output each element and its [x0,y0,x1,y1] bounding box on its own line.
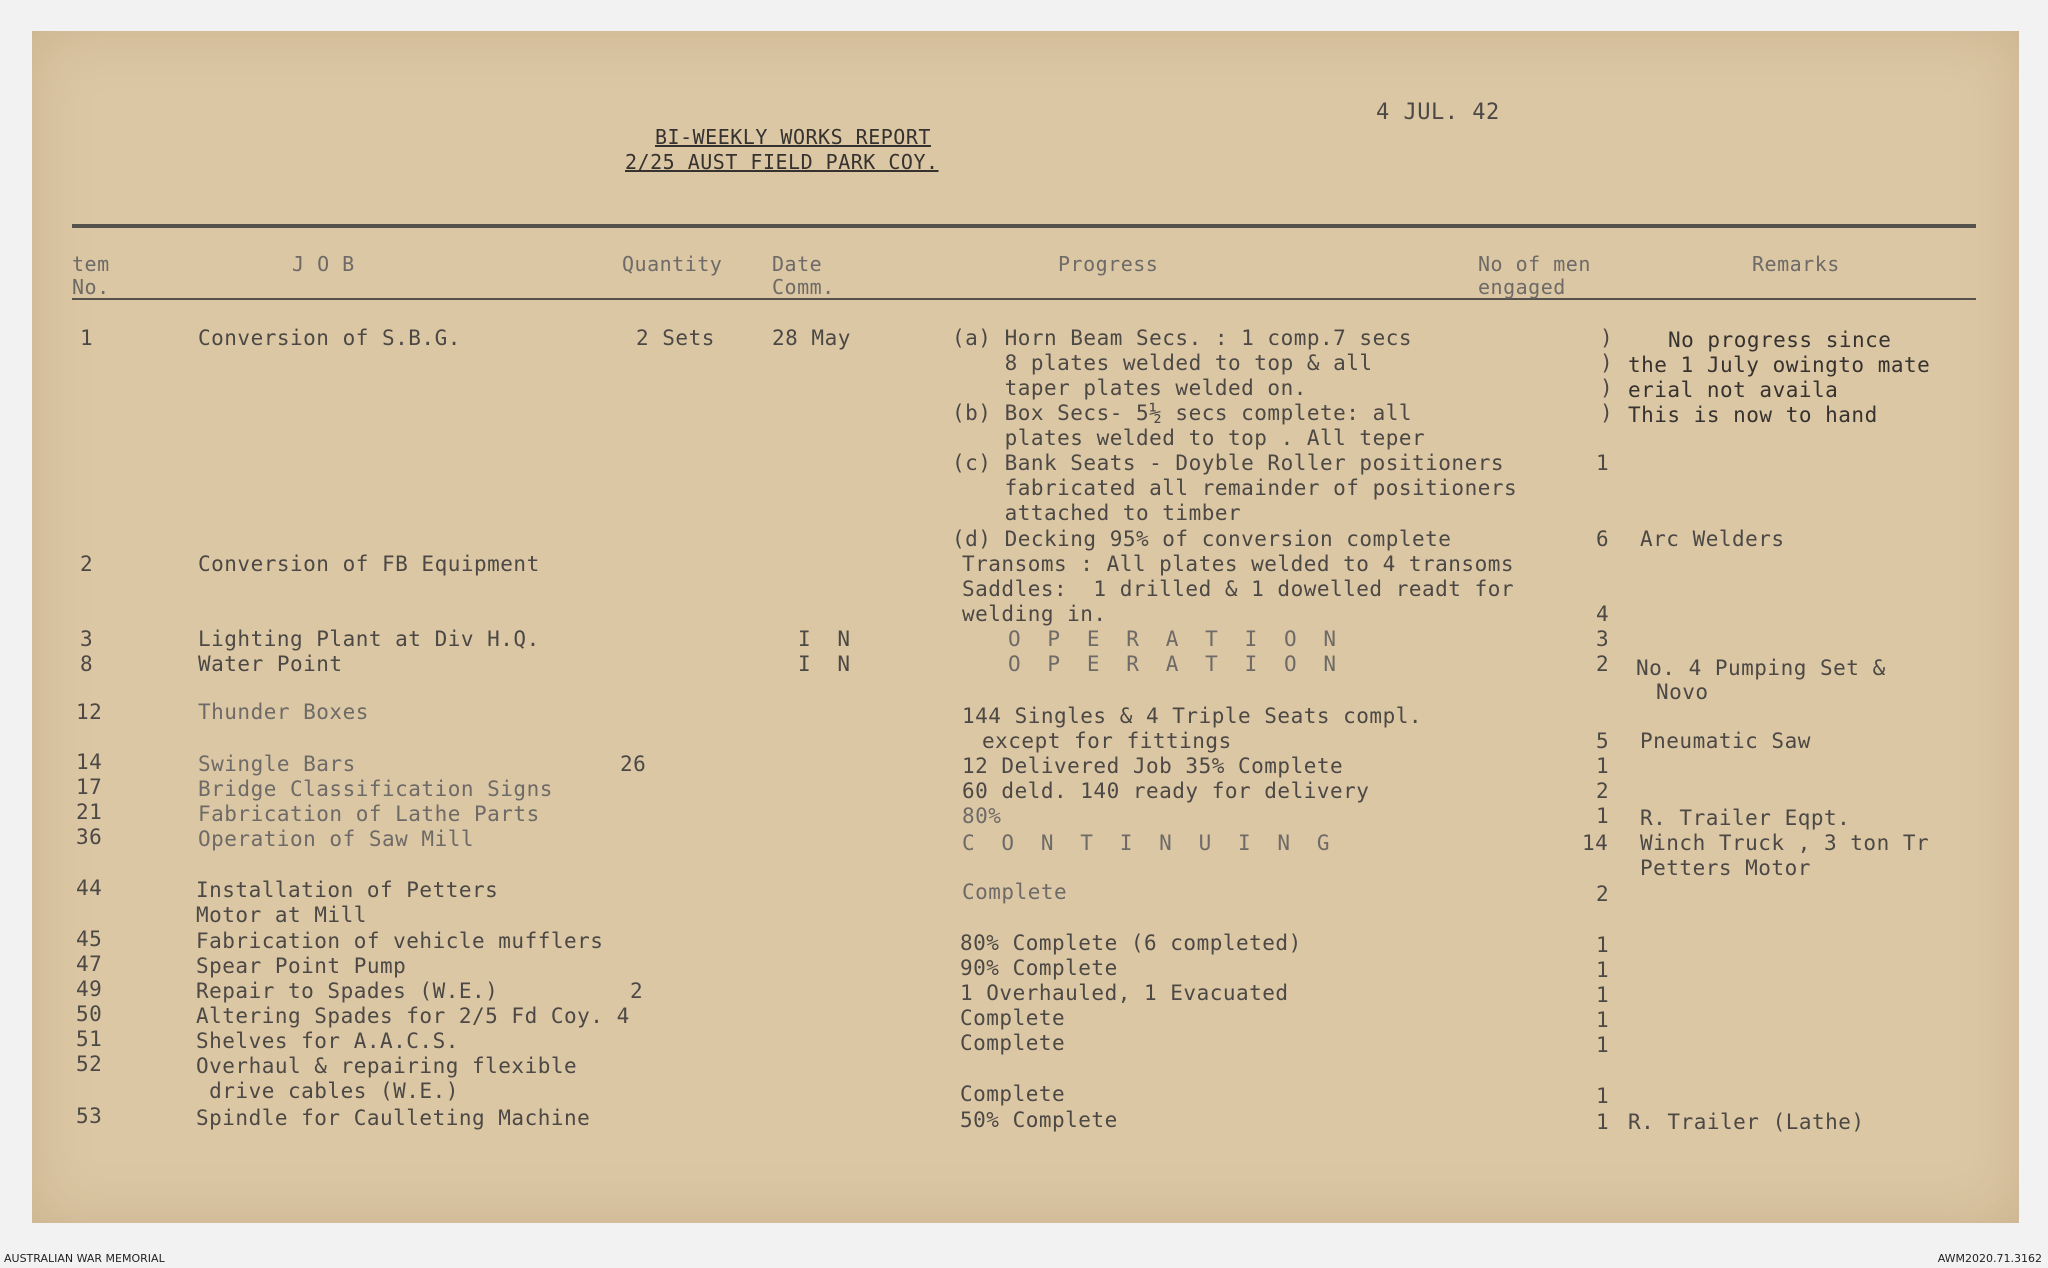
row-12-progress: 90% Complete [960,956,1118,980]
row-4-remark-2: Novo [1656,680,1709,704]
report-title: BI-WEEKLY WORKS REPORT [655,125,931,149]
row-1-progress-a2: 8 plates welded to top & all [952,351,1373,375]
row-4-date: I N [798,652,851,676]
row-1-men-1: 1 [1596,451,1610,475]
bracket: ) [1600,351,1614,375]
row-14-men: 1 [1596,1008,1610,1032]
col-item-2: No. [72,275,110,299]
row-7-progress: 60 deld. 140 ready for delivery [962,779,1370,803]
row-3-date: I N [798,627,851,651]
row-10-men: 2 [1596,882,1610,906]
row-16-item: 52 [76,1052,103,1076]
bracket: ) [1600,401,1614,425]
row-12-item: 47 [76,952,103,976]
report-date: 4 JUL. 42 [1376,100,1500,125]
row-17-remark: R. Trailer (Lathe) [1628,1110,1865,1134]
row-16-job-2: drive cables (W.E.) [196,1079,459,1103]
footer-credit: AUSTRALIAN WAR MEMORIAL [4,1252,165,1265]
row-13-quantity: 2 [630,979,644,1003]
row-1-item: 1 [80,326,94,350]
row-1-progress-c2: fabricated all remainder of positioners [952,476,1518,500]
row-1-quantity: 2 Sets [636,326,715,350]
row-15-job: Shelves for A.A.C.S. [196,1029,459,1053]
row-9-remark-2: Petters Motor [1640,856,1811,880]
row-1-progress-d: (d) Decking 95% of conversion complete [952,527,1452,551]
row-8-men: 1 [1596,804,1610,828]
row-15-men: 1 [1596,1033,1610,1057]
row-17-job: Spindle for Caulleting Machine [196,1106,591,1130]
unit-name: 2/25 AUST FIELD PARK COY. [625,150,939,174]
row-8-job: Fabrication of Lathe Parts [198,802,540,826]
row-4-men: 2 [1596,652,1610,676]
col-quantity: Quantity [622,252,723,276]
row-14-job: Altering Spades for 2/5 Fd Coy. 4 [196,1004,630,1028]
row-1-progress-c3: attached to timber [952,501,1242,525]
row-15-item: 51 [76,1027,103,1051]
row-1-progress-a3: taper plates welded on. [952,376,1307,400]
bracket: ) [1600,326,1614,350]
row-6-men: 1 [1596,754,1610,778]
col-men-1: No of men [1478,252,1591,276]
col-remarks: Remarks [1752,252,1840,276]
row-8-remark: R. Trailer Eqpt. [1640,806,1851,830]
row-7-job: Bridge Classification Signs [198,777,553,801]
row-11-item: 45 [76,927,103,951]
row-3-men: 3 [1596,627,1610,651]
row-12-job: Spear Point Pump [196,954,407,978]
row-6-quantity: 26 [620,752,647,776]
row-11-progress: 80% Complete (6 completed) [960,931,1302,955]
row-13-item: 49 [76,977,103,1001]
row-10-job-1: Installation of Petters [196,878,499,902]
row-7-men: 2 [1596,779,1610,803]
row-2-progress-3: welding in. [962,602,1107,626]
row-8-item: 21 [76,800,103,824]
row-1-progress-b1: (b) Box Secs- 5½ secs complete: all [952,401,1413,425]
row-10-item: 44 [76,876,103,900]
col-date-2: Comm. [772,275,835,299]
row-1-remark-2: the 1 July owingto mate [1628,353,1931,377]
row-13-progress: 1 Overhauled, 1 Evacuated [960,981,1289,1005]
row-2-men: 4 [1596,602,1610,626]
row-1-progress-b2: plates welded to top . All teper [952,426,1426,450]
row-16-job-1: Overhaul & repairing flexible [196,1054,578,1078]
row-15-progress: Complete [960,1031,1066,1055]
row-16-men: 1 [1596,1084,1610,1108]
row-11-men: 1 [1596,933,1610,957]
row-1-men-2: 6 [1596,527,1610,551]
row-2-progress-2: Saddles: 1 drilled & 1 dowelled readt for [962,577,1515,601]
row-17-progress: 50% Complete [960,1108,1118,1132]
top-rule [72,224,1976,228]
row-10-job-2: Motor at Mill [196,903,367,927]
row-6-progress: 12 Delivered Job 35% Complete [962,754,1344,778]
row-5-remark: Pneumatic Saw [1640,729,1811,753]
row-3-job: Lighting Plant at Div H.Q. [198,627,540,651]
row-5-progress-1: 144 Singles & 4 Triple Seats compl. [962,704,1423,728]
row-5-item: 12 [76,700,103,724]
bracket: ) [1600,376,1614,400]
row-9-progress: C O N T I N U I N G [962,831,1331,855]
row-2-progress-1: Transoms : All plates welded to 4 transoms [962,552,1515,576]
row-4-progress: O P E R A T I O N [1008,652,1337,676]
col-men-2: engaged [1478,275,1566,299]
row-1-remark-5: Arc Welders [1640,527,1785,551]
row-5-men: 5 [1596,729,1610,753]
header-rule [72,298,1976,300]
col-progress: Progress [1058,252,1159,276]
row-3-item: 3 [80,627,94,651]
row-1-remark-3: erial not availa [1628,378,1839,402]
row-9-remark-1: Winch Truck , 3 ton Tr [1640,831,1930,855]
row-11-job: Fabrication of vehicle mufflers [196,929,604,953]
row-14-item: 50 [76,1002,103,1026]
row-9-item: 36 [76,825,103,849]
row-2-item: 2 [80,552,94,576]
col-item-1: tem [72,252,110,276]
row-7-item: 17 [76,775,103,799]
row-12-men: 1 [1596,958,1610,982]
row-4-item: 8 [80,652,94,676]
row-14-progress: Complete [960,1006,1066,1030]
row-1-job: Conversion of S.B.G. [198,326,461,350]
col-job: J O B [292,252,355,276]
row-1-progress-a1: (a) Horn Beam Secs. : 1 comp.7 secs [952,326,1413,350]
row-10-progress: Complete [962,880,1068,904]
row-9-job: Operation of Saw Mill [198,827,475,851]
row-13-men: 1 [1596,983,1610,1007]
row-13-job: Repair to Spades (W.E.) [196,979,499,1003]
row-4-job: Water Point [198,652,343,676]
col-date-1: Date [772,252,823,276]
row-5-job: Thunder Boxes [198,700,369,724]
row-6-item: 14 [76,750,103,774]
row-17-men: 1 [1596,1110,1610,1134]
row-1-date: 28 May [772,326,851,350]
row-1-remark-1: No progress since [1668,328,1892,352]
row-1-progress-c1: (c) Bank Seats - Doyble Roller positioners [952,451,1505,475]
row-9-men: 14 [1582,831,1609,855]
row-6-job: Swingle Bars [198,752,356,776]
row-17-item: 53 [76,1104,103,1128]
row-16-progress: Complete [960,1082,1066,1106]
footer-accession: AWM2020.71.3162 [1937,1252,2042,1265]
row-8-progress: 80% [962,804,1002,828]
row-4-remark-1: No. 4 Pumping Set & [1636,656,1886,680]
row-3-progress: O P E R A T I O N [1008,627,1337,651]
row-1-remark-4: This is now to hand [1628,403,1878,427]
row-5-progress-2: except for fittings [982,729,1232,753]
row-2-job: Conversion of FB Equipment [198,552,540,576]
